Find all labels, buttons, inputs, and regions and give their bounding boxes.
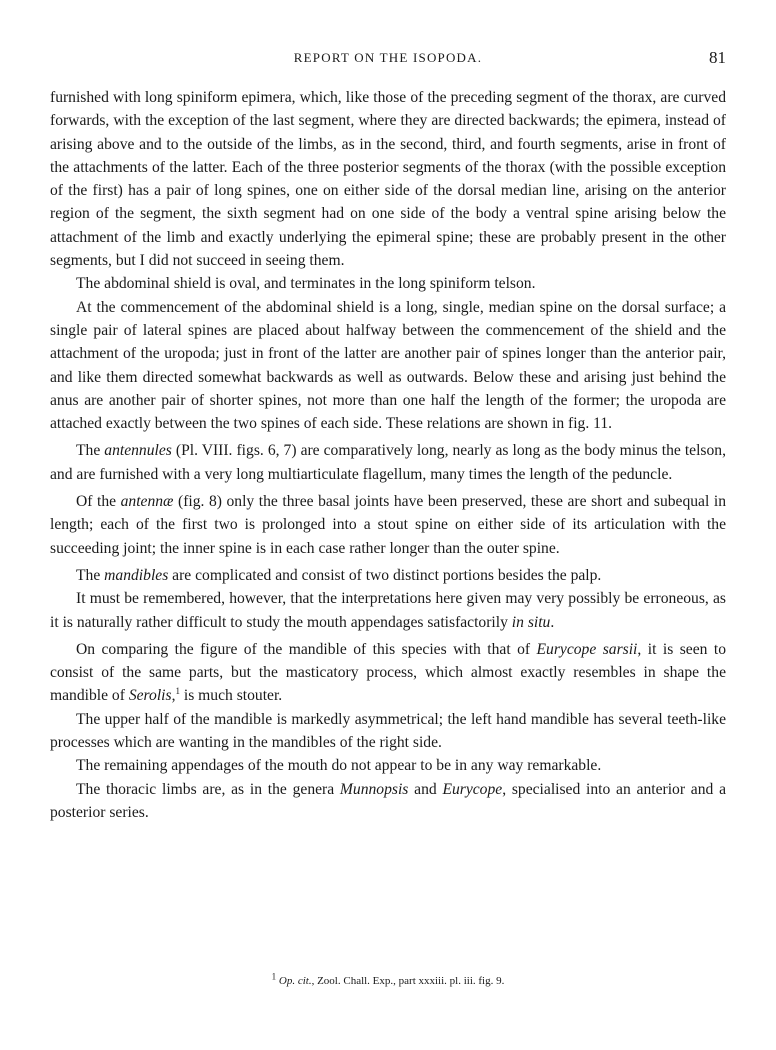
term-eurycope-sarsii: Eurycope sarsii (536, 640, 638, 658)
term-antennae: antennæ (120, 493, 174, 511)
paragraph-thoracic-limbs (50, 778, 726, 825)
text-run: Of the (76, 493, 121, 511)
term-antennules: antennules (104, 442, 172, 460)
text-run: are complicated and consist of two distinct portions besides the palp. (168, 566, 602, 584)
term-eurycope: Eurycope (442, 780, 503, 798)
text-run: It must be remembered, however, that the interpretations here given may very possibly be erroneous, as it is naturally rather difficult to study the mouth appendages satisfactorily (50, 590, 726, 631)
text-run: , specialised into an anterior and a posterior series. (50, 780, 727, 821)
paragraph-upper-half: The upper half of the mandible is markedly asymmetrical; the left hand mandible has several teeth-like processes which are wanting in the mandibles of the right side. (50, 710, 726, 752)
text-run: . (550, 613, 555, 631)
text-run: (fig. 8) only the three basal joints have been preserved, these are short and subequal in length; each of the first two is prolonged into a stout spine on either side of its articulation with the succeeding joint; the inner spine is in each case rather longer than the outer spine. (50, 493, 726, 557)
term-munnopsis: Munnopsis (339, 780, 409, 798)
text-run: is much stouter. (179, 687, 283, 705)
paragraph-mandibles (50, 564, 726, 587)
text-run: The (76, 566, 105, 584)
footnote-ref: Op. cit. (278, 975, 312, 987)
footnote-marker: 1 (175, 686, 180, 697)
paragraph-abdominal-shield: The abdominal shield is oval, and terminates in the long spiniform telson. (76, 275, 536, 293)
footnote (50, 971, 726, 987)
text-run: (Pl. VIII. figs. 6, 7) are comparatively long, nearly as long as the body minus the telson, and are furnished with a very long multiarticulate flagellum, many times the length of the peduncle. (50, 442, 726, 483)
paragraph-interpretation (50, 587, 726, 634)
term-mandibles: mandibles (104, 566, 169, 584)
footnote-text: , Zool. Chall. Exp., part xxxiii. pl. iii. fig. 9. (311, 975, 505, 987)
paragraph-antennules (50, 439, 726, 486)
text-run: The (76, 442, 105, 460)
main-text (50, 86, 726, 824)
text-run: On comparing the figure of the mandible of this species with that of (76, 640, 537, 658)
running-title: REPORT ON THE ISOPODA. (293, 50, 483, 65)
term-serolis: Serolis (128, 687, 172, 705)
text-run: The thoracic limbs are, as in the genera (76, 780, 340, 798)
text-run: , it is seen to consist of the same parts, but the masticatory process, which almost exactly resembles in shape the mandible of (50, 640, 726, 705)
term-in-situ: in situ (511, 613, 551, 631)
page-header (50, 48, 726, 70)
text-run: and (408, 780, 443, 798)
footnote-number: 1 (271, 971, 277, 982)
page-number: 81 (709, 48, 726, 67)
paragraph-remaining-appendages: The remaining appendages of the mouth do not appear to be in any way remarkable. (76, 757, 602, 775)
paragraph-antennae (50, 490, 726, 560)
paragraph-continuation: furnished with long spiniform epimera, which, like those of the preceding segment of the thorax, are curved forwards, with the exception of the last segment, where they are directed backwards; the epimera, instead of arising above and to the outside of the limbs, as in the second, third, and fourth segments, arise in front of the attachments of the latter. Each of the three posterior segments of the thorax (with the possible exception of the first) has a pair of long spines, one on either side of the dorsal median line, arising on the anterior region of the segment, the sixth segment had on one side of the body a ventral spine arising below the attachment of the limb and exactly underlying the epimeral spine; these are probably present in the other segments, but I did not succeed in seeing them. (50, 89, 726, 270)
paragraph-comparison: On comparing the figure of the mandible of this species with that of Eurycope sarsii, it is seen to consist of the same parts, but the masticatory process, which almost exactly resembles in shape the mandible of Serolis,$^1$ is much stouter. (50, 640, 726, 705)
paragraph-spines: At the commencement of the abdominal shield is a long, single, median spine on the dorsal surface; a single pair of lateral spines are placed about halfway between the commencement of the shield and the attachment of the uropoda; just in front of the latter are another pair of spines longer than the anterior pair, and like them directed somewhat backwards as well as outwards. Below these and arising just behind the anus are another pair of shorter spines, not more than one half the length of the former; the uropoda are attached exactly between the two spines of each side. These relations are shown in fig. 11. (50, 298, 726, 433)
